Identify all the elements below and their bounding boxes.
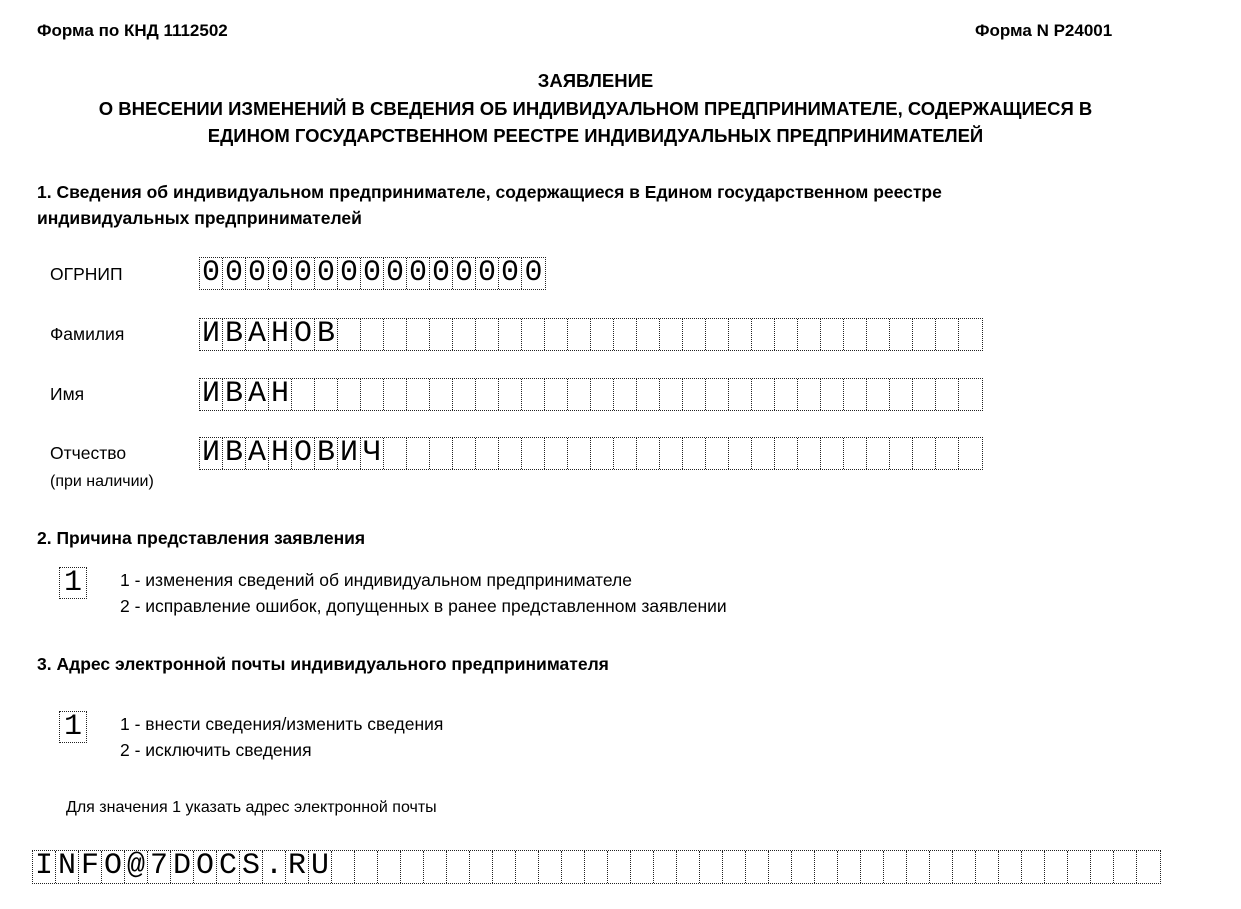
form-number: Форма N Р24001 xyxy=(975,21,1113,40)
comb-cell xyxy=(430,379,453,410)
section3-heading: 3. Адрес электронной почты индивидуального предпринимателя xyxy=(37,654,609,674)
comb-cell xyxy=(568,319,591,350)
comb-cell xyxy=(654,851,677,883)
comb-cell xyxy=(470,851,493,883)
comb-cell xyxy=(338,379,361,410)
comb-cell xyxy=(867,319,890,350)
comb-cell: О xyxy=(292,438,315,469)
comb-cell xyxy=(499,379,522,410)
comb-cell: Ч xyxy=(361,438,384,469)
comb-cell xyxy=(355,851,378,883)
comb-cell xyxy=(401,851,424,883)
document-subtitle-line1: О ВНЕСЕНИИ ИЗМЕНЕНИЙ В СВЕДЕНИЯ ОБ ИНДИВИДУАЛЬНОМ ПРЕДПРИНИМАТЕЛЕ, СОДЕРЖАЩИЕСЯ В xyxy=(98,98,1093,119)
comb-cell xyxy=(637,319,660,350)
comb-cell xyxy=(1022,851,1045,883)
name-field[interactable] xyxy=(199,378,983,411)
comb-cell xyxy=(867,379,890,410)
comb-cell xyxy=(930,851,953,883)
section1-heading: 1. Сведения об индивидуальном предпринимателе, содержащиеся в Едином государственном реестре xyxy=(37,182,942,202)
comb-cell xyxy=(913,379,936,410)
comb-cell xyxy=(378,851,401,883)
comb-cell xyxy=(361,319,384,350)
comb-cell xyxy=(453,379,476,410)
comb-cell xyxy=(936,438,959,469)
comb-cell: 0 xyxy=(223,258,246,289)
comb-cell xyxy=(723,851,746,883)
reason-option-1: 1 - изменения сведений об индивидуальном предпринимателе xyxy=(120,570,632,590)
ogrnip-label: ОГРНИП xyxy=(50,264,123,284)
comb-cell xyxy=(798,319,821,350)
comb-cell xyxy=(683,379,706,410)
comb-cell xyxy=(568,438,591,469)
comb-cell xyxy=(999,851,1022,883)
comb-cell xyxy=(752,438,775,469)
comb-cell xyxy=(729,438,752,469)
comb-cell: 0 xyxy=(361,258,384,289)
comb-cell xyxy=(936,319,959,350)
comb-cell xyxy=(430,438,453,469)
comb-cell xyxy=(539,851,562,883)
name-label: Имя xyxy=(50,384,85,404)
comb-cell: В xyxy=(223,379,246,410)
comb-cell: А xyxy=(246,379,269,410)
comb-cell xyxy=(476,319,499,350)
comb-cell xyxy=(1114,851,1137,883)
comb-cell: . xyxy=(263,851,286,883)
comb-cell: 7 xyxy=(148,851,171,883)
comb-cell: 0 xyxy=(453,258,476,289)
comb-cell xyxy=(844,379,867,410)
comb-cell xyxy=(453,438,476,469)
email-note: Для значения 1 указать адрес электронной почты xyxy=(66,799,437,816)
comb-cell xyxy=(585,851,608,883)
comb-cell: 0 xyxy=(524,258,543,289)
comb-cell xyxy=(752,319,775,350)
comb-cell xyxy=(838,851,861,883)
surname-label: Фамилия xyxy=(50,324,125,344)
reason-option-2: 2 - исправление ошибок, допущенных в ранее представленном заявлении xyxy=(120,596,727,616)
comb-cell xyxy=(746,851,769,883)
comb-cell: В xyxy=(223,319,246,350)
comb-cell xyxy=(361,379,384,410)
comb-cell xyxy=(959,379,982,410)
comb-cell xyxy=(884,851,907,883)
comb-cell: 0 xyxy=(338,258,361,289)
comb-cell: R xyxy=(286,851,309,883)
comb-cell xyxy=(775,319,798,350)
comb-cell: И xyxy=(200,319,223,350)
comb-cell xyxy=(493,851,516,883)
comb-cell xyxy=(959,438,982,469)
comb-cell: C xyxy=(217,851,240,883)
comb-cell xyxy=(614,319,637,350)
document-subtitle-line2: ЕДИНОМ ГОСУДАРСТВЕННОМ РЕЕСТРЕ ИНДИВИДУАЛЬНЫХ ПРЕДПРИНИМАТЕЛЕЙ xyxy=(207,125,984,146)
comb-cell xyxy=(1091,851,1114,883)
comb-cell xyxy=(614,438,637,469)
comb-cell xyxy=(959,319,982,350)
comb-cell xyxy=(775,379,798,410)
comb-cell xyxy=(545,319,568,350)
email-field[interactable] xyxy=(32,850,1161,884)
comb-cell xyxy=(614,379,637,410)
comb-cell: В xyxy=(223,438,246,469)
comb-cell: Н xyxy=(269,319,292,350)
comb-cell xyxy=(907,851,930,883)
comb-cell: F xyxy=(79,851,102,883)
comb-cell xyxy=(407,379,430,410)
comb-cell xyxy=(752,379,775,410)
comb-cell xyxy=(798,438,821,469)
comb-cell xyxy=(516,851,539,883)
comb-cell xyxy=(976,851,999,883)
comb-cell xyxy=(637,438,660,469)
comb-cell xyxy=(1137,851,1160,883)
comb-cell xyxy=(591,319,614,350)
comb-cell: U xyxy=(309,851,332,883)
comb-cell xyxy=(798,379,821,410)
patronymic-field[interactable] xyxy=(199,437,983,470)
email-option-2: 2 - исключить сведения xyxy=(120,740,312,760)
comb-cell: Н xyxy=(269,379,292,410)
comb-cell xyxy=(660,438,683,469)
comb-cell xyxy=(591,438,614,469)
comb-cell xyxy=(522,319,545,350)
section1-heading-cont: индивидуальных предпринимателей xyxy=(37,208,362,228)
comb-cell: S xyxy=(240,851,263,883)
comb-cell xyxy=(861,851,884,883)
comb-cell: O xyxy=(102,851,125,883)
comb-cell xyxy=(769,851,792,883)
comb-cell: N xyxy=(56,851,79,883)
comb-cell xyxy=(608,851,631,883)
comb-cell xyxy=(562,851,585,883)
comb-cell xyxy=(867,438,890,469)
comb-cell xyxy=(591,379,614,410)
comb-cell xyxy=(384,379,407,410)
comb-cell xyxy=(706,319,729,350)
comb-cell xyxy=(1045,851,1068,883)
comb-cell xyxy=(706,438,729,469)
comb-cell: И xyxy=(200,438,223,469)
comb-cell xyxy=(430,319,453,350)
comb-cell xyxy=(660,319,683,350)
comb-cell xyxy=(384,319,407,350)
surname-field[interactable] xyxy=(199,318,983,351)
comb-cell xyxy=(407,438,430,469)
comb-cell xyxy=(522,438,545,469)
comb-cell xyxy=(545,438,568,469)
email-option-1: 1 - внести сведения/изменить сведения xyxy=(120,714,444,734)
patronymic-note: (при наличии) xyxy=(50,473,154,490)
comb-cell xyxy=(631,851,654,883)
comb-cell xyxy=(890,379,913,410)
comb-cell xyxy=(913,438,936,469)
comb-cell: 0 xyxy=(384,258,407,289)
comb-cell xyxy=(568,379,591,410)
comb-cell: Н xyxy=(269,438,292,469)
comb-cell xyxy=(522,379,545,410)
comb-cell: 0 xyxy=(292,258,315,289)
comb-cell xyxy=(700,851,723,883)
comb-cell: @ xyxy=(125,851,148,883)
comb-cell xyxy=(683,438,706,469)
comb-cell xyxy=(844,319,867,350)
comb-cell: А xyxy=(246,438,269,469)
comb-cell xyxy=(821,438,844,469)
comb-cell xyxy=(338,319,361,350)
comb-cell xyxy=(407,319,430,350)
reason-code-field[interactable]: 1 xyxy=(59,567,87,599)
comb-cell xyxy=(637,379,660,410)
comb-cell: D xyxy=(171,851,194,883)
comb-cell xyxy=(476,438,499,469)
comb-cell: 0 xyxy=(499,258,522,289)
comb-cell xyxy=(545,379,568,410)
comb-cell xyxy=(499,319,522,350)
comb-cell: В xyxy=(315,438,338,469)
comb-cell: В xyxy=(315,319,338,350)
comb-cell xyxy=(384,438,407,469)
form-knd-code: Форма по КНД 1112502 xyxy=(37,21,228,40)
comb-cell: 0 xyxy=(407,258,430,289)
comb-cell: И xyxy=(200,379,223,410)
comb-cell xyxy=(729,379,752,410)
comb-cell: А xyxy=(246,319,269,350)
comb-cell xyxy=(292,379,315,410)
comb-cell: 0 xyxy=(315,258,338,289)
email-action-code-field[interactable]: 1 xyxy=(59,711,87,743)
comb-cell xyxy=(706,379,729,410)
comb-cell: 0 xyxy=(269,258,292,289)
section2-heading: 2. Причина представления заявления xyxy=(37,528,366,548)
comb-cell xyxy=(447,851,470,883)
comb-cell xyxy=(332,851,355,883)
comb-cell xyxy=(660,379,683,410)
document-title: ЗАЯВЛЕНИЕ xyxy=(537,70,654,91)
comb-cell xyxy=(476,379,499,410)
comb-cell xyxy=(1068,851,1091,883)
comb-cell xyxy=(424,851,447,883)
comb-cell: 0 xyxy=(200,258,223,289)
comb-cell: 0 xyxy=(430,258,453,289)
comb-cell: И xyxy=(338,438,361,469)
comb-cell: O xyxy=(194,851,217,883)
comb-cell xyxy=(821,379,844,410)
ogrnip-field[interactable] xyxy=(199,257,546,290)
comb-cell: 0 xyxy=(476,258,499,289)
comb-cell xyxy=(936,379,959,410)
comb-cell: 0 xyxy=(246,258,269,289)
comb-cell xyxy=(890,319,913,350)
comb-cell xyxy=(953,851,976,883)
comb-cell xyxy=(315,379,338,410)
comb-cell xyxy=(815,851,838,883)
comb-cell xyxy=(913,319,936,350)
comb-cell xyxy=(683,319,706,350)
comb-cell xyxy=(729,319,752,350)
comb-cell xyxy=(844,438,867,469)
comb-cell xyxy=(499,438,522,469)
comb-cell: О xyxy=(292,319,315,350)
comb-cell xyxy=(890,438,913,469)
comb-cell xyxy=(792,851,815,883)
comb-cell xyxy=(775,438,798,469)
comb-cell xyxy=(677,851,700,883)
comb-cell xyxy=(453,319,476,350)
comb-cell xyxy=(821,319,844,350)
comb-cell: I xyxy=(33,851,56,883)
patronymic-label: Отчество xyxy=(50,443,127,463)
